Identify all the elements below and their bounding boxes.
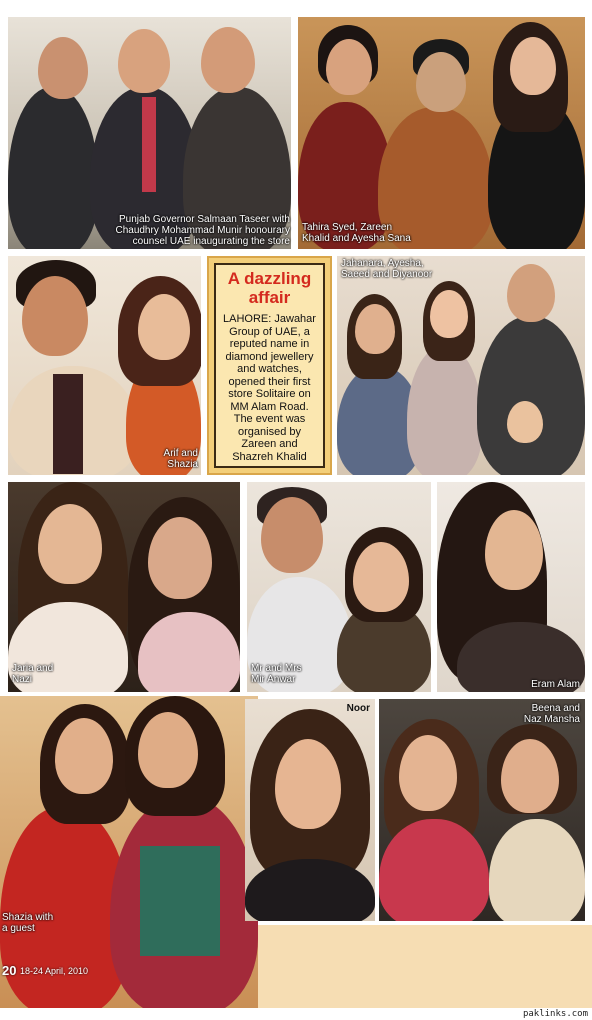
story-box-inner [214, 263, 325, 468]
caption-noor: Noor [346, 703, 370, 714]
caption-beena-line1: Beena and [531, 703, 580, 714]
caption-beena-line2: Naz Mansha [523, 714, 580, 725]
caption-eram: Eram Alam [531, 679, 580, 690]
photo-eram-alam [437, 482, 585, 692]
photo-tahira-zareen-ayesha [298, 17, 585, 249]
caption-jahanara-line2: Saeed and Diyanoor [341, 269, 433, 280]
caption-arif-line1: Arif and [163, 448, 198, 459]
photo-shazia-guest [0, 696, 258, 1008]
story-headline: A dazzling affair [227, 269, 312, 307]
caption-governor-line1: Punjab Governor Salmaan Taseer with [118, 214, 290, 225]
caption-jahanara [341, 258, 491, 280]
issue-date: 18-24 April, 2010 [20, 966, 89, 976]
caption-tahira [302, 222, 452, 244]
caption-shazia-line1: Shazia with [2, 912, 54, 923]
caption-governor [110, 214, 290, 247]
caption-governor-line3: counsel UAE inaugurating the store [132, 236, 290, 247]
caption-jaria [12, 663, 92, 685]
caption-mir-anwar-line1: Mr and Mrs [251, 663, 302, 674]
caption-jaria-line1: Jaria and [12, 663, 54, 674]
page-number: 20 [2, 963, 17, 978]
photo-mir-anwar [247, 482, 431, 692]
caption-arif-line2: Shazia [167, 459, 198, 470]
photo-noor [245, 699, 375, 921]
photo-arif-shazia [8, 256, 201, 475]
footer-band [258, 925, 592, 1008]
caption-arif [130, 448, 198, 470]
caption-tahira-line2: Khalid and Ayesha Sana [302, 233, 411, 244]
story-box [207, 256, 332, 475]
photo-jaria-nazi [8, 482, 240, 692]
caption-governor-line2: Chaudhry Mohammad Munir honourary [115, 225, 290, 236]
caption-jahanara-line1: Jahanara, Ayesha, [341, 258, 424, 269]
caption-mir-anwar-line2: Mir Anwar [251, 674, 296, 685]
caption-shazia-guest [2, 912, 82, 934]
caption-jaria-line2: Nazi [12, 674, 33, 685]
caption-tahira-line1: Tahira Syed, Zareen [302, 222, 393, 233]
story-text: LAHORE: Jawahar Group of UAE, a reputed name in diamond jewellery and watches, opened their first store Solitaire on MM Alam Road. The event was organised by Zareen and Shazreh Khalid [223, 313, 316, 463]
caption-shazia-line2: a guest [2, 923, 35, 934]
photo-jahanara-family [337, 256, 585, 475]
caption-mir-anwar [251, 663, 341, 685]
caption-beena [490, 703, 580, 725]
photo-beena-naz [379, 699, 585, 921]
site-watermark: paklinks.com [522, 1009, 588, 1019]
